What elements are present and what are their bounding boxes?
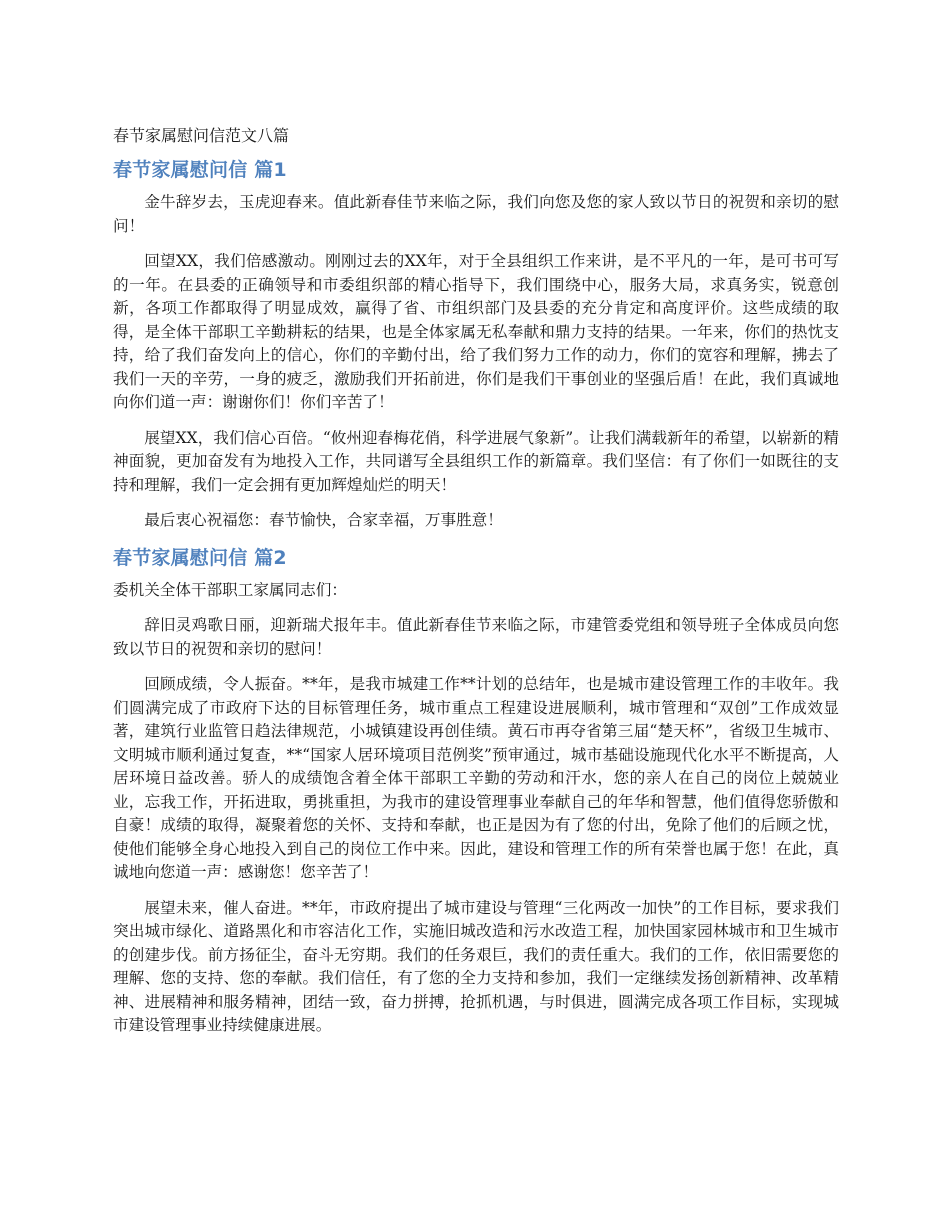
paragraph: 最后衷心祝福您：春节愉快，合家幸福，万事胜意！ [144,511,503,529]
section-heading: 春节家属慰问信 篇2 [113,546,287,569]
document-title: 春节家属慰问信范文八篇 [113,126,290,145]
section-1 [113,157,839,533]
paragraph: 辞旧灵鸡歌日丽，迎新瑞犬报年丰。值此新春佳节来临之际，市建管委党组和领导班子全体成员向您致以节日的祝贺和亲切的慰问！ [113,616,839,658]
paragraph: 回望XX，我们倍感激动。刚刚过去的XX年，对于全县组织工作来讲，是不平凡的一年，是可书可写的一年。在县委的正确领导和市委组织部的精心指导下，我们围绕中心，服务大局，求真务实，锐意创新，各项工作都取得了明显成效，赢得了省、市组织部门及县委的充分肯定和高度评价。这些成绩的取得，是全体干部职工辛勤耕耘的结果，也是全体家属无私奉献和鼎力支持的结果。一年来，你们的热忱支持，给了我们奋发向上的信心，你们的辛勤付出，给了我们努力工作的动力，你们的宽容和理解，拂去了我们一天的辛劳，一身的疲乏，激励我们开拓前进，你们是我们干事创业的坚强后盾！在此，我们真诚地向你们道一声：谢谢你们！你们辛苦了！ [113,252,839,411]
paragraph: 展望XX，我们信心百倍。“攸州迎春梅花俏，科学进展气象新”。让我们满载新年的希望，以崭新的精神面貌，更加奋发有为地投入工作，共同谱写全县组织工作的新篇章。我们坚信：有了你们一如既往的支持和理解，我们一定会拥有更加辉煌灿烂的明天！ [113,428,839,494]
document-page [113,124,839,1050]
salutation: 委机关全体干部职工家属同志们： [113,580,347,599]
paragraph: 金牛辞岁去，玉虎迎春来。值此新春佳节来临之际，我们向您及您的家人致以节日的祝贺和亲切的慰问！ [113,193,839,235]
section-2 [113,545,839,1038]
paragraph: 回顾成绩，令人振奋。**年，是我市城建工作**计划的总结年，也是城市建设管理工作的丰收年。我们圆满完成了市政府下达的目标管理任务，城市重点工程建设进展顺利，城市管理和“双创”工作成效显著，建筑行业监管日趋法律规范，小城镇建设再创佳绩。黄石市再夺省第三届“楚天杯”，省级卫生城市、文明城市顺利通过复查，**“国家人居环境项目范例奖”预审通过，城市基础设施现代化水平不断提高，人居环境日益改善。骄人的成绩饱含着全体干部职工辛勤的劳动和汗水，您的亲人在自己的岗位上兢兢业业，忘我工作，开拓进取，勇挑重担，为我市的建设管理事业奉献自己的年华和智慧，他们值得您骄傲和自豪！成绩的取得，凝聚着您的关怀、支持和奉献，也正是因为有了您的付出，免除了他们的后顾之忧，使他们能够全身心地投入到自己的岗位工作中来。因此，建设和管理工作的所有荣誉也属于您！在此，真诚地向您道一声：感谢您！您辛苦了！ [113,675,839,881]
paragraph: 展望未来，催人奋进。**年，市政府提出了城市建设与管理“三化两改一加快”的工作目标，要求我们突出城市绿化、道路黑化和市容洁化工作，实施旧城改造和污水改造工程，加快国家园林城市和卫生城市的创建步伐。前方扬征尘，奋斗无穷期。我们的任务艰巨，我们的责任重大。我们的工作，依旧需要您的理解、您的支持、您的奉献。我们信任，有了您的全力支持和参加，我们一定继续发扬创新精神、改革精神、进展精神和服务精神，团结一致，奋力拼搏，抢抓机遇，与时俱进，圆满完成各项工作目标，实现城市建设管理事业持续健康进展。 [113,898,839,1034]
section-heading: 春节家属慰问信 篇1 [113,159,287,181]
